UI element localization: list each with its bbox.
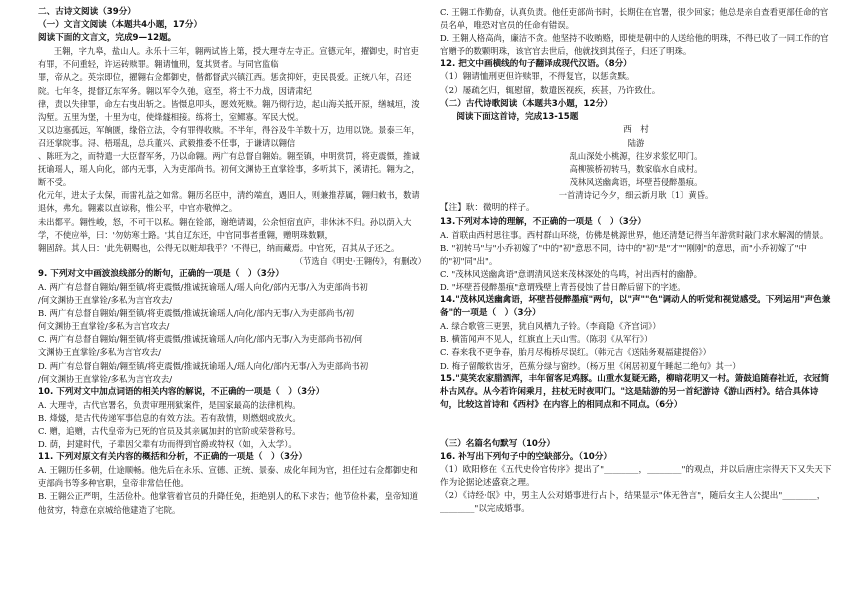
option-c: C. 王翱工作勤奋，认真负责。他任吏部尚书时，长期住在官署，很少回家；他总是亲自查看更部任命的官员名单，唯恐对官员的任命有错误。 — [440, 7, 829, 31]
section-title: 二、古诗文阅读（39分） — [38, 7, 136, 17]
option-line: 文渊协王直掌铨/多私为言官攻去/ — [38, 347, 161, 358]
option-c: C. 春来我不更争春，胎月尽梅桥尽误红。（韩元吉《送陆务观福建提俗》） — [440, 347, 712, 358]
option-d: D. 梅子留酸软齿牙，芭蕉分绿与窗纱。（杨万里《闲居初夏午睡起二绝句》其一） — [440, 360, 741, 371]
option-a: A. 首联由西村思往事。西村群山环绕，仿佛是桃源世界，他还清楚记得当年游赏时敲门求水解渴的情景。 — [440, 229, 829, 240]
question-13: 13.下列对本诗的理解，不正确的一项是（ ）（3分） — [440, 216, 646, 227]
poetry-title: （二）古代诗歌阅读（本题共3小题，12分） — [440, 98, 613, 109]
poem-line: 乱山深处小桃源，往岁求浆忆叩门。 — [569, 151, 703, 162]
option-c: C. 赠，追赠，古代皇帝为已死的官员及其亲属加封的官阶或荣誉称号。 — [38, 426, 301, 436]
question-12: 12. 把文中画横线的句子翻译成现代汉语。（8分） — [440, 59, 632, 70]
question-10: 10. 下列对文中加点词语的相关内容的解说，不正确的一项是（ ）（3分） — [38, 386, 325, 397]
passage-line: 化元年，进太子太保，而雷礼益之如常。翱历名臣中，清约端直，遇旧人，则兼推荐属，翱归敕书，数请退休，弗允。翱素以直谅称，惟公平，中官亦敬惮之。 — [38, 190, 420, 214]
question-10-options — [38, 399, 426, 451]
option-line: /何文渊协王直掌铨/多私为言官攻去/ — [38, 295, 173, 306]
question-12-item: （1）翱请恤刑更但许赎罪，不得复官，以惩贪黩。 — [440, 72, 635, 83]
question-11-options-cont — [440, 6, 832, 58]
passage-line: 律，责以失律罪，命左右曳出斩之。皆慑息叩头，愿效死赎。翱乃彻行边，起山海关抵开原，缮城垣，浚沟堑。五里为堡，十里为屯，使烽燧相接。练将士，室鳏寡。军民大悦。 — [38, 98, 420, 122]
question-12-item: （2）屡疏乞归，辄慰留，数遣医视疾，疾甚，乃许致仕。 — [440, 85, 661, 96]
option-a: A. 王翱历任多朝，仕途顺畅。他先后在永乐、宣德、正统、景泰、成化年间为官，担任过右佥都御史和吏部尚书等多种官职，皇帝非常信任他。 — [38, 465, 418, 489]
option-b: B. 烽燧，是古代传递军事信息的有效方法。若有敌情，则燃烟或放火。 — [38, 412, 301, 423]
recite-title: （三）名篇名句默写（10分） — [440, 438, 556, 449]
poem-line: 高柳簇桥初转马，数家临水自成村。 — [569, 164, 703, 175]
passage-source: （节选自《明史·王翱传》，有删改） — [294, 255, 426, 266]
option-line: A. 两广有总督自翱始/翱至镇/将吏震慑/推诚抚谕瑶人/瑶人向化/部内无事/入为吏部尚书初 — [38, 281, 368, 292]
question-14-options — [440, 320, 832, 372]
instruction: 阅读下面的文言文，完成9—12题。 — [38, 33, 177, 44]
passage-line: 又以边塞孤远，军餉匮，缘俗立法，令有罪得收赎。不半年，得谷及牛羊数十万，边用以饶。景泰三年，召还掌院事。浔、梧瑶乱，总兵董兴、武毅推委不任事，于谦请以翱信 — [38, 124, 420, 148]
poem-body — [440, 150, 832, 202]
question-14: 14."茂林风送幽禽语，坏壁苔侵醉墨痕"两句，以"声""色"调动人的听觉和视觉感受。下列运用"声色兼备"的一项是（ ）（3分） — [440, 295, 831, 319]
right-column — [440, 6, 832, 516]
passage-line: 王翱，字九皋，盐山人。永乐十三年，翱两试皆上第，授大理寺左寺正。宣德元年，擢御史，时官吏有罪，不问重轻，许运砖赎罪。翱请恤刑，复其贤者。与同官监临 — [38, 46, 419, 70]
option-b: B. "初转马"与"小乔初嫁了"中的"初"意思不同，诗中的"初"是"才""刚刚"的意思，而"小乔初嫁了"中的"初"同"出"。 — [440, 242, 807, 266]
question-16-item: （1）欧阳修在《五代史伶官传序》提出了"________，________"的观点，并以后唐庄宗得天下又失天下作为论据论述盛衰之理。 — [440, 465, 832, 489]
option-d: D. 荫，封建时代，子辈因父辈有功而得到官爵或特权（如，入太学）。 — [38, 439, 297, 450]
option-line: /何文渊协王直掌铨/多私为言官攻去/ — [38, 373, 173, 384]
question-16-item: （2）《诗经·氓》中，男主人公对婚事进行占卜，结果显示"体无咎言"，随后女主人公提出"________，________"以完成婚事。 — [440, 491, 826, 515]
option-d: D. "坏壁苔侵醉墨痕"意谓残壁上青苔侵蚀了昔日醉后留下的字迹。 — [440, 281, 686, 292]
option-b: B. 王翱公正严明，生活俭朴。他掌管着官员的升降任免，拒绝别人的私下求告；他节俭朴素，皇帝知道他贫穷，特意在京城给他建造了宅院。 — [38, 491, 418, 515]
poem-line: 一首清诗记今夕，细云新月耿〔1〕黄昏。 — [558, 190, 714, 201]
left-column — [38, 6, 426, 517]
passage-line: 未出都平。翱性峻，怒，不可干以私。翱在铨部，谢绝请谒，公余恒宿直庐，非休沐不归。孙以荫入大学，不使应举，曰：'勿妨寒士路。'其自辽东还，中官同事者重翱，赠明珠数颗， — [38, 216, 412, 240]
poem-title: 西 村 — [623, 124, 649, 135]
poem-note: 【注】耿：微明的样子。 — [440, 203, 535, 214]
option-line: C. 两广有总督自翱始/翱至镇/将吏震慑/推诚抚谕瑶人/向化/部内无事/入为吏部尚书初/何 — [38, 334, 363, 345]
poem-line: 茂林风送幽禽语，坏壁苔侵醉墨痕。 — [569, 177, 703, 188]
passage-line: 罪，帝从之。英宗即位，擢翱右佥都御史，偕都督武兴镇江西。惩贪抑奸，吏民畏爱。正统八年，召还院。七年冬，提督辽东军务。翱以军令久弛，寇至，将士不力战，因请肃纪 — [38, 72, 412, 96]
option-c: C. "茂林风送幽禽语"意谓清风送来茂林深处的鸟鸣，衬出西村的幽静。 — [440, 268, 703, 279]
question-13-options — [440, 229, 832, 294]
option-b: B. 横笛闻声不见人，红旗直上天山雪。（陈羽《从军行》） — [440, 334, 653, 345]
passage-line: 、陈旺为之，而特遣一大臣督军务，乃以命翱。两广有总督自翱始。翱至镇，申明赏罚，将吏震慑，推诚抚谕瑶人，瑶人向化，部内无事，入为吏部尚书。初何文渊协王直掌铨事，多听其下，溪请托。翱为之，断不受。 — [38, 151, 420, 188]
question-9: 9. 下列对文中画波浪线部分的断句，正确的一项是（ ）（3分） — [38, 268, 284, 279]
option-a: A. 大理寺，古代官署名，负责审理刑狱案件，是国家最高的法律机构。 — [38, 399, 301, 410]
question-16: 16. 补写出下列句子中的空缺部分。（10分） — [440, 452, 612, 462]
passage — [38, 45, 426, 255]
question-9-options — [38, 281, 426, 386]
passage-line: 翱固辞。其人曰：'此先朝赐也，公得无以赃却我乎？'不得已，纳而藏焉。中官死，召其从子还之。 — [38, 242, 400, 253]
option-a: A. 绿合歌管三更罢，犹自风栖九子铃。（李商隐《齐宫词》） — [440, 321, 661, 332]
option-line: D. 两广有总督自翱始/翱至镇/将吏震慑/推诚抚谕瑶人/瑶人向化/部内无事/入为吏部尚书初 — [38, 360, 369, 371]
question-11-options — [38, 464, 426, 516]
option-d: D. 王翱人格高尚，廉洁不贪。他坚持不收贿赂，即使是朝中的人送给他的明珠，不得已收了一同工作的官官赠予的数颗明珠，该官官去世后，他就找到其侄子，归还了明珠。 — [440, 33, 829, 57]
poetry-instruction: 阅读下面这首诗，完成13-15题 — [456, 111, 579, 122]
sub-title: （一）文言文阅读（本题共4小题，17分） — [38, 20, 203, 31]
question-15: 15."莫笑农家腊酒浑，丰年留客足鸡豚。山重水复疑无路，柳暗花明又一村。箫鼓追随春社近，衣冠简朴古风存。从今若许闲乘月，拄杖无时夜叩门。"这是陆游的另一首纪游诗《游山西村》。结合具体诗句，比较这首诗和《西村》在内容上的相同点和不同点。（6分） — [440, 373, 830, 410]
question-11: 11. 下列对原文有关内容的概括和分析，不正确的一项是（ ）（3分） — [38, 452, 308, 463]
option-line: 何文渊协王直掌铨/多私为言官攻去/ — [38, 321, 170, 332]
option-line: B. 两广有总督自翱始/翱至镇/将吏震慑/推诚抚谕瑶人/向化/部内无事/入为吏部尚书/初 — [38, 308, 354, 319]
poem-author: 陆游 — [627, 137, 645, 148]
answer-space — [440, 412, 832, 438]
